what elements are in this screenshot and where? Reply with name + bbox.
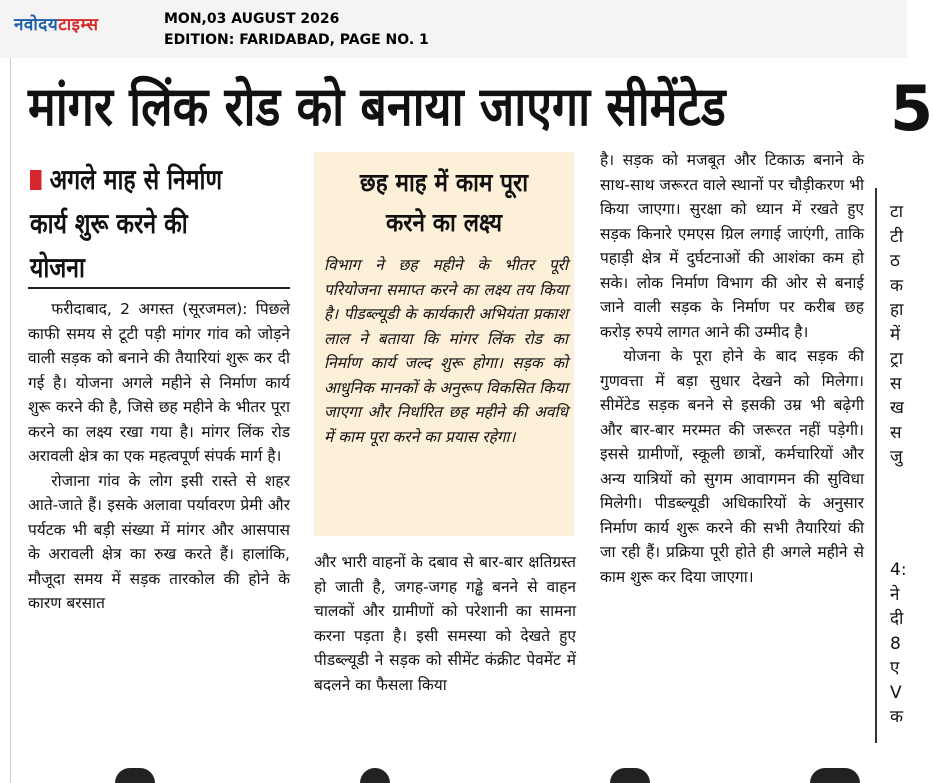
subhead-line-2: कार्य शुरू करने की (30, 207, 188, 240)
article-column-3 (600, 148, 864, 589)
column-1-paragraph-2: रोजाना गांव के लोग इसी रास्ते से शहर आते-जाते हैं। इसके अलावा पर्यावरण प्रेमी और पर्यटक भी बड़ी संख्या में मांगर और आसपास के अरावली क्षेत्र का रुख करते हैं। हालांकि, मौजूदा समय में सड़क तारकोल की होने के कारण बरसात (28, 471, 290, 612)
adjacent-article-fragment-top: टा टी ठ क हा में ट्रा स ख स जु (890, 202, 904, 467)
edition-name: EDITION: FARIDABAD, PAGE NO. 1 (164, 32, 429, 48)
highlight-box-body: विभाग ने छह महीने के भीतर पूरी परियोजना समाप्त करने का लक्ष्य तय किया है। पीडब्ल्यूडी के कार्यकारी अभियंता प्रकाश लाल ने बताया कि मांगर लिंक रोड का निर्माण कार्य जल्द शुरू होगा। सड़क को आधुनिक मानकों के अनुरूप विकसित किया जाएगा और निर्धारित छह महीने की अवधि में काम पूरा करने का प्रयास रहेगा। (324, 256, 568, 446)
subhead-underline (28, 287, 290, 289)
page-edge-rule (10, 58, 11, 783)
column-1-paragraph-1: फरीदाबाद, 2 अगस्त (सूरजमल): पिछले काफी समय से टूटी पड़ी मांगर गांव को जोड़ने वाली सड़क को बनाने की तैयारियां शुरू कर दी गई है। योजना अगले महीने से निर्माण कार्य शुरू करने की है, जिसे छह महीने के भीतर पूरा करने का लक्ष्य रखा गया है। मांगर लिंक रोड अरावली क्षेत्र का एक महत्वपूर्ण संपर्क मार्ग है। (28, 300, 290, 465)
highlight-box-title: छह माह में काम पूरा करने का लक्ष्य (359, 168, 529, 237)
edition-meta (164, 9, 429, 51)
next-headline-cutoff (20, 768, 907, 783)
column-3-paragraph-2: योजना के पूरा होने के बाद सड़क की गुणवत्ता में बड़ा सुधार देखने को मिलेगा। सीमेंटेड सड़क बनने से इसकी उम्र भी बढ़ेगी और बार-बार मरम्मत की जरूरत नहीं पड़ेगी। इससे ग्रामीणों, स्कूली छात्रों, कर्मचारियों और अन्य यात्रियों को सुगम आवागमन की सुविधा मिलेगी। पीडब्ल्यूडी अधिकारियों के अनुसार निर्माण कार्य शुरू करने की सभी तैयारियां की जा रही हैं। प्रक्रिया पूरी होते ही अगले महीने से काम शुरू कर दिया जाएगा। (600, 347, 864, 586)
column-divider (875, 188, 877, 743)
edition-header-bar (0, 0, 907, 58)
logo-sub: टाइम्स (58, 15, 99, 35)
edition-date: MON,03 AUGUST 2026 (164, 11, 340, 27)
article-headline: मांगर लिंक रोड को बनाया जाएगा सीमेंटेड (28, 75, 726, 138)
logo-main: नवोदय (14, 15, 59, 35)
column-2-paragraph: और भारी वाहनों के दबाव से बार-बार क्षतिग्रस्त हो जाती है, जगह-जगह गड्ढे बनने से वाहन चालकों और ग्रामीणों को परेशानी का सामना करना पड़ता है। इसी समस्या को देखते हुए पीडब्ल्यूडी ने सड़क को सीमेंट कंक्रीट पेवमेंट में बदलने का फैसला किया (314, 553, 576, 694)
adjacent-headline-fragment: 5 (890, 72, 933, 145)
article-column-2 (314, 550, 576, 697)
article-subhead (30, 158, 256, 290)
adjacent-article-fragment-bottom: 4: ने दी 8 ए V क (890, 560, 907, 727)
red-bullet-icon (30, 170, 41, 190)
newspaper-logo (14, 12, 99, 35)
subhead-line-1: अगले माह से निर्माण (30, 158, 256, 202)
column-3-paragraph-1: है। सड़क को मजबूत और टिकाऊ बनाने के साथ-साथ जरूरत वाले स्थानों पर चौड़ीकरण भी किया जाएगा। सुरक्षा को ध्यान में रखते हुए सड़क किनारे एमएस ग्रिल लगाई जाएंगी, ताकि पहाड़ी क्षेत्र में दुर्घटनाओं की आशंका कम हो सके। लोक निर्माण विभाग की ओर से बनाई जाने वाली सड़क के निर्माण पर करीब छह करोड़ रुपये लागत आने की उम्मीद है। (600, 151, 864, 341)
article-column-1 (28, 297, 290, 616)
subhead-line-3: योजना (30, 251, 85, 284)
